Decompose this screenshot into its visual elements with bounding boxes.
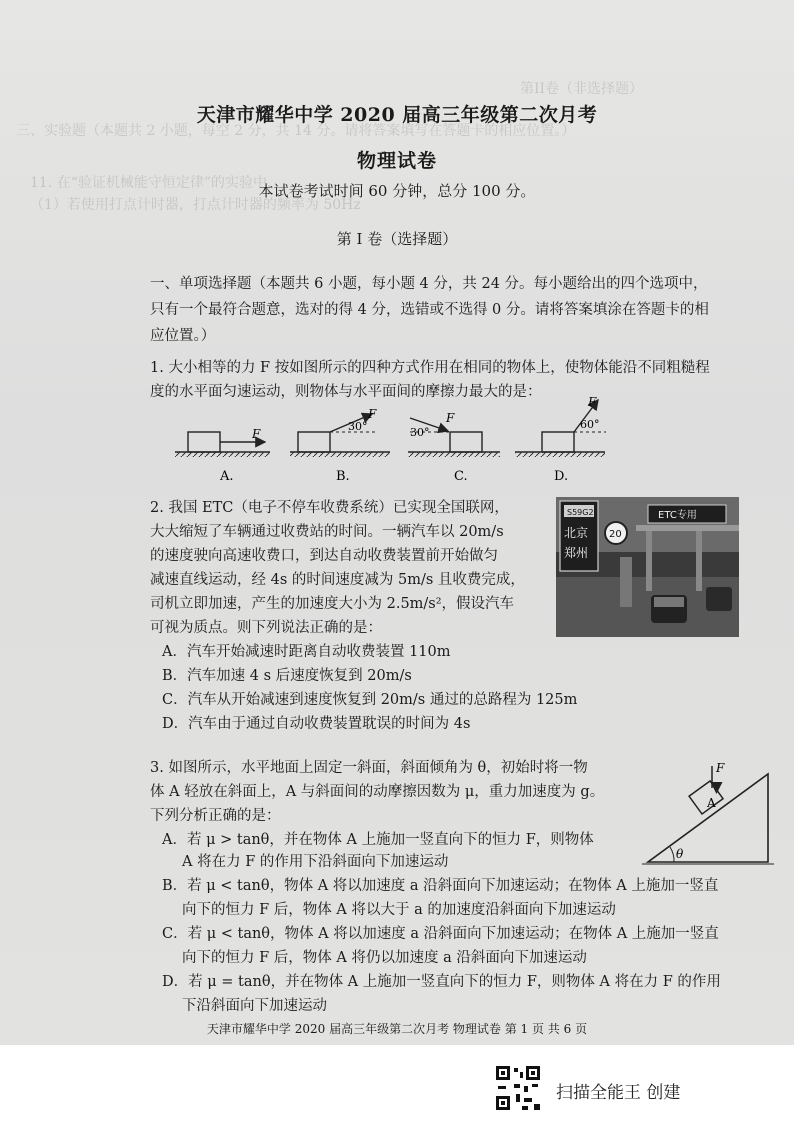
bleed-through-text: 三、实验题（本题共 2 小题，每空 2 分，共 14 分。请将答案填写在答题卡的相应位置。） (16, 123, 576, 139)
section-intro-line: 只有一个最符合题意，选对的得 4 分，选错或不选得 0 分。请将答案填涂在答题卡的相 (150, 302, 709, 318)
qr-code-icon (494, 1064, 542, 1112)
q3-option-a: A．若 μ > tanθ，并在物体 A 上施加一竖直向下的恒力 F，则物体 (162, 832, 594, 848)
etc-toll-photo (556, 497, 739, 637)
exam-info: 本试卷考试时间 60 分钟，总分 100 分。 (258, 182, 536, 200)
force-label: F (716, 761, 725, 775)
block-label: A (707, 796, 716, 810)
bleed-through-text: 11. 在“验证机械能守恒定律”的实验中， (30, 175, 282, 191)
q2-option-b: B．汽车加速 4 s 后速度恢复到 20m/s (162, 668, 412, 684)
option-label: D. (554, 469, 569, 484)
force-label: F (368, 407, 377, 421)
scanner-app-label: 扫描全能王 创建 (556, 1083, 681, 1103)
q3-option-a: A 将在力 F 的作用下沿斜面向下加速运动 (182, 854, 449, 870)
section-intro-line: 一、单项选择题（本题共 6 小题，每小题 4 分，共 24 分。每小题给出的四个选项中， (150, 276, 708, 292)
section-intro-line: 应位置。） (150, 328, 216, 344)
q2-option-a: A．汽车开始减速时距离自动收费装置 110m (162, 644, 451, 660)
bleed-through-text: （1）若使用打点计时器，打点计时器的频率为 50Hz (30, 197, 361, 213)
q3-option-d: 下沿斜面向下加速运动 (182, 998, 327, 1014)
option-label: C. (454, 469, 468, 484)
q2-stem: 司机立即加速，产生的加速度大小为 2.5m/s²，假设汽车 (150, 596, 515, 612)
angle-label: 30° (410, 426, 430, 439)
speed-sign: 20 (609, 529, 622, 540)
q3-option-b: B．若 μ < tanθ，物体 A 将以加速度 a 沿斜面向下加速运动；在物体 A 上施加一竖直 (162, 878, 719, 894)
subject-title: 物理试卷 (356, 150, 437, 172)
etc-sign: ETC专用 (658, 510, 697, 521)
q2-stem: 可视为质点。则下列说法正确的是： (150, 620, 382, 636)
q3-stem: 体 A 轻放在斜面上，A 与斜面间的动摩擦因数为 μ，重力加速度为 g。 (150, 784, 605, 800)
force-label: F (252, 427, 261, 441)
q3-stem: 3. 如图所示，水平地面上固定一斜面，斜面倾角为 θ，初始时将一物 (150, 760, 588, 776)
q2-stem: 的速度驶向高速收费口，到达自动收费装置前开始做匀 (150, 548, 498, 564)
q3-option-c: C．若 μ < tanθ，物体 A 将以加速度 a 沿斜面向下加速运动；在物体 A 上施加一竖直 (162, 926, 719, 942)
force-label: F (446, 411, 455, 425)
force-label: F (588, 395, 597, 409)
school-exam-title: 天津市耀华中学 2020 届高三年级第二次月考 (196, 104, 598, 126)
q3-option-b: 向下的恒力 F 后，物体 A 将以大于 a 的加速度沿斜面向下加速运动 (182, 902, 616, 918)
sign-code: S59G2 (567, 508, 594, 517)
q2-option-c: C．汽车从开始减速到速度恢复到 20m/s 通过的总路程为 125m (162, 692, 578, 708)
q1-force-diagrams (170, 395, 610, 488)
sign-city: 北京 (564, 526, 589, 540)
q3-option-c: 向下的恒力 F 后，物体 A 将仍以加速度 a 沿斜面向下加速运动 (182, 950, 587, 966)
q2-stem: 减速直线运动，经 4s 的时间速度减为 5m/s 且收费完成， (150, 572, 525, 588)
page-footer: 天津市耀华中学 2020 届高三年级第二次月考 物理试卷 第 1 页 共 6 页 (206, 1022, 588, 1036)
q1-stem: 1. 大小相等的力 F 按如图所示的四种方式作用在相同的物体上，使物体能沿不同粗糙程 (150, 360, 710, 376)
q3-stem: 下列分析正确的是： (150, 808, 281, 824)
option-label: A. (220, 469, 234, 484)
sign-city: 郑州 (564, 546, 589, 560)
part-title: 第 I 卷（选择题） (336, 230, 458, 248)
angle-label: 30° (348, 420, 368, 433)
q3-incline-diagram (640, 758, 780, 868)
incline (648, 774, 768, 862)
bleed-through-text: 第II卷（非选择题） (520, 81, 644, 97)
option-label: B. (336, 469, 350, 484)
q2-stem: 2. 我国 ETC（电子不停车收费系统）已实现全国联网， (150, 500, 509, 516)
q2-stem: 大大缩短了车辆通过收费站的时间。一辆汽车以 20m/s (150, 524, 504, 540)
q3-option-d: D．若 μ = tanθ，并在物体 A 上施加一竖直向下的恒力 F，则物体 A 将在力 F 的作用 (162, 974, 721, 990)
q1-stem: 度的水平面匀速运动，则物体与水平面间的摩擦力最大的是： (150, 384, 542, 400)
angle-label: 60° (580, 418, 600, 431)
q2-option-d: D．汽车由于通过自动收费装置耽误的时间为 4s (162, 716, 471, 732)
theta-label: θ (676, 847, 684, 861)
